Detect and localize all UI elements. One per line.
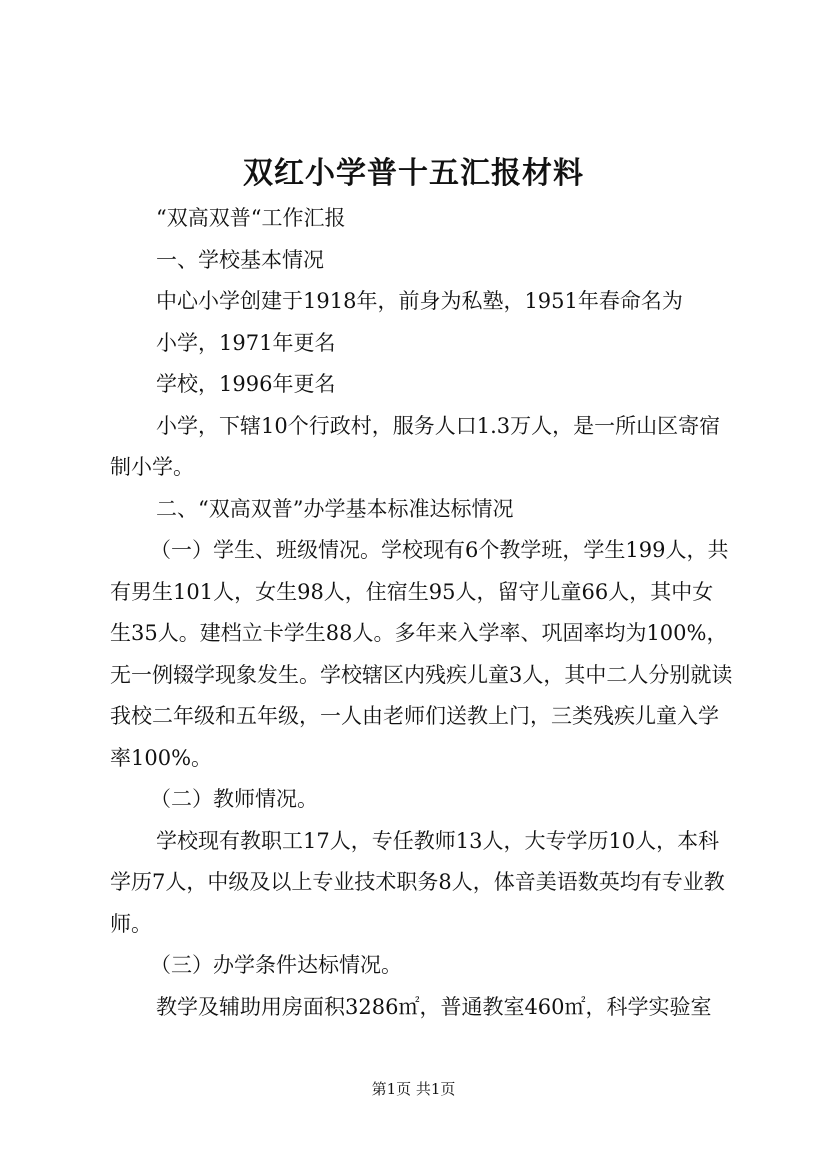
paragraph-history-1: 中心小学创建于1918年，前身为私塾，1951年春命名为 xyxy=(156,289,683,313)
paragraph-history-2: 小学，1971年更名 xyxy=(156,330,336,355)
paragraph-teachers-heading: （二）教师情况。 xyxy=(150,787,318,811)
paragraph-conditions-heading: （三）办学条件达标情况。 xyxy=(150,953,402,977)
paragraph-report-heading: “双高双普“工作汇报 xyxy=(156,206,346,230)
document-body xyxy=(110,198,734,1028)
paragraph-section-1-heading: 一、学校基本情况 xyxy=(156,247,324,272)
paragraph-conditions: 教学及辅助用房面积3286㎡，普通教室460㎡，科学实验室 xyxy=(156,994,712,1019)
paragraph-teachers: 学校现有教职工17人，专任教师13人，大专学历10人，本科学历7人，中级及以上专业技术职务8人，体音美语数英均有专业教师。 xyxy=(110,828,725,936)
document-title: 双红小学普十五汇报材料 xyxy=(243,156,584,191)
paragraph-history-4: 小学，下辖10个行政村，服务人口1.3万人，是一所山区寄宿制小学。 xyxy=(110,413,721,479)
paragraph-history-3: 学校，1996年更名 xyxy=(156,372,336,396)
paragraph-students: （一）学生、班级情况。学校现有6个教学班，学生199人，共有男生101人，女生98人，住宿生95人，留守儿童66人，其中女生35人。建档立卡学生88人。多年来入学率、巩固率均为100%，无一例辍学现象发生。学校辖区内残疾儿童3人，其中二人分别就读我校二年级和五年级，一人由老师们送教上门，三类残疾儿童入学率100%。 xyxy=(110,538,733,770)
page-footer: 第1页 共1页 xyxy=(371,1080,456,1098)
paragraph-section-2-heading: 二、“双高双普”办学基本标准达标情况 xyxy=(156,496,514,521)
